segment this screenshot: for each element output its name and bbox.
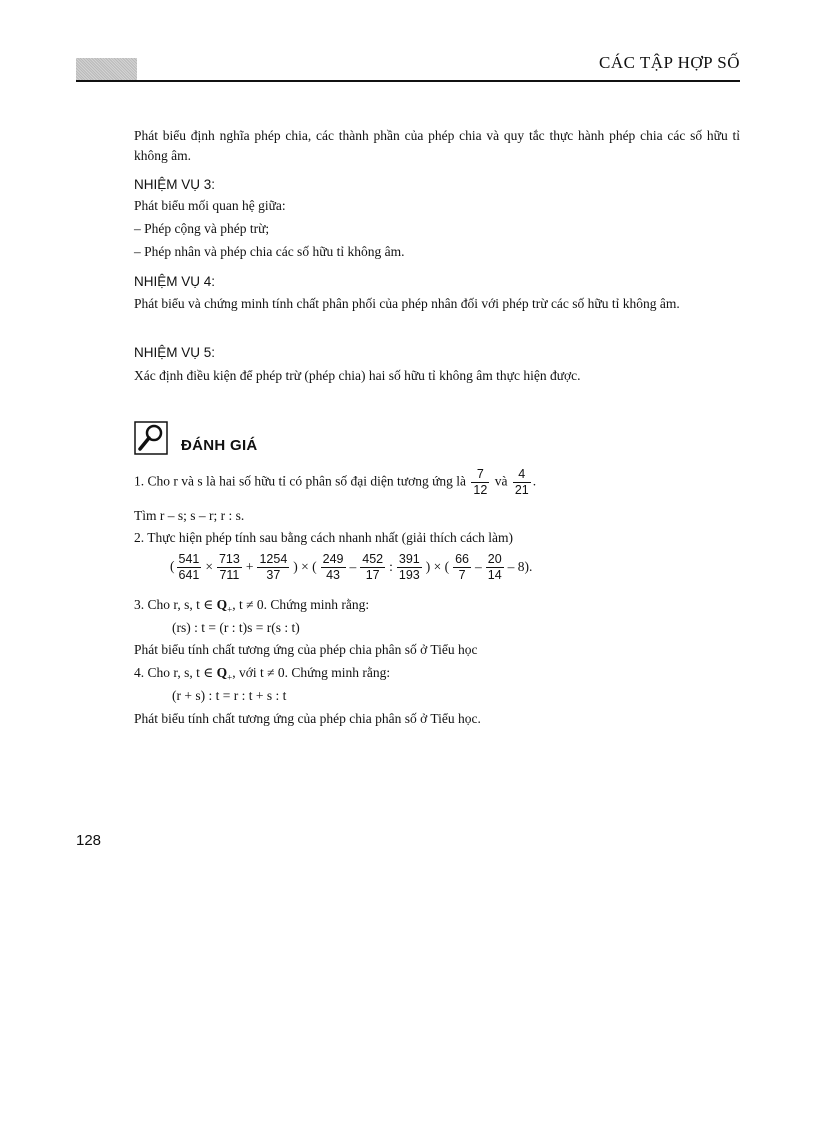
fraction: $\frac{66}{7}$: [455, 552, 469, 582]
header-rule: [76, 80, 740, 82]
running-header: CÁC TẬP HỢP SỐ: [599, 53, 740, 72]
question-3-note: Phát biểu tính chất tương ứng của phép chia phân số ở Tiểu học: [134, 642, 478, 657]
task3-item-1: – Phép cộng và phép trừ;: [134, 221, 270, 236]
task3-heading: NHIỆM VỤ 3:: [134, 177, 216, 192]
fraction-s: $\frac{4}{21}$: [514, 467, 529, 497]
fraction: $\frac{391}{193}$: [398, 552, 420, 582]
fraction: $\frac{249}{43}$: [322, 552, 344, 582]
task5-heading: NHIỆM VỤ 5:: [134, 345, 216, 360]
fraction: $\frac{541}{641}$: [178, 552, 200, 582]
question-2: 2. Thực hiện phép tính sau bằng cách nhanh nhất (giải thích cách làm): [134, 530, 513, 545]
magnifier-icon: [134, 421, 168, 455]
expression: ( $\frac{541}{641}$ × $\frac{713}{711}$ + $\frac{1254}{37}$ ) × ( $\frac{249}{43}$ – $\frac{452}{17}$ : $\frac{391}{193}$ ) × ( $\frac{66}{7}$ – $\frac{20}{14}$ – 8).: [170, 552, 533, 582]
question-3: 3. Cho r, s, t ∈ $Q_+$, t ≠ 0. Chứng minh rằng:: [134, 597, 370, 615]
fraction: $\frac{713}{711}$: [218, 552, 240, 582]
fraction: $\frac{20}{14}$: [487, 552, 502, 582]
question-1-and: và: [494, 473, 508, 489]
question-1-find: Tìm r – s; s – r; r : s.: [134, 508, 245, 523]
question-4-note: Phát biểu tính chất tương ứng của phép chia phân số ở Tiểu học.: [134, 711, 481, 726]
evaluation-title: ĐÁNH GIÁ: [181, 437, 258, 454]
question-4: 4. Cho r, s, t ∈ $Q_+$, với t ≠ 0. Chứng minh rằng:: [134, 665, 391, 683]
fraction-r: $\frac{7}{12}$: [473, 467, 488, 497]
page-number: 128: [76, 832, 102, 849]
question-3-equation: (rs) : t = (r : t)s = r(s : t): [172, 620, 300, 635]
question-4-equation: (r + s) : t = r : t + s : t: [172, 688, 287, 703]
question-1-text: 1. Cho r và s là hai số hữu tỉ có phân số đại diện tương ứng là: [134, 473, 467, 489]
task3-item-2: – Phép nhân và phép chia các số hữu tỉ không âm.: [134, 244, 405, 259]
task4-heading: NHIỆM VỤ 4:: [134, 274, 216, 289]
question-1: 1. Cho r và s là hai số hữu tỉ có phân số đại diện tương ứng là $\frac{7}{12}$ và $\frac{4}{21}$ .: [134, 467, 537, 497]
task3-text: Phát biểu mối quan hệ giữa:: [134, 198, 286, 213]
task5-text: Xác định điều kiện để phép trừ (phép chia) hai số hữu tỉ không âm thực hiện được.: [134, 368, 581, 383]
intro-paragraph: Phát biểu định nghĩa phép chia, các thành phần của phép chia và quy tắc thực hành phép chia các số hữu tỉ không âm.: [134, 128, 740, 163]
fraction: $\frac{1254}{37}$: [259, 552, 288, 582]
header-decoration: [76, 58, 137, 80]
task4-text: Phát biểu và chứng minh tính chất phân phối của phép nhân đối với phép trừ các số hữu tỉ không âm.: [134, 296, 680, 311]
fraction: $\frac{452}{17}$: [362, 552, 384, 582]
